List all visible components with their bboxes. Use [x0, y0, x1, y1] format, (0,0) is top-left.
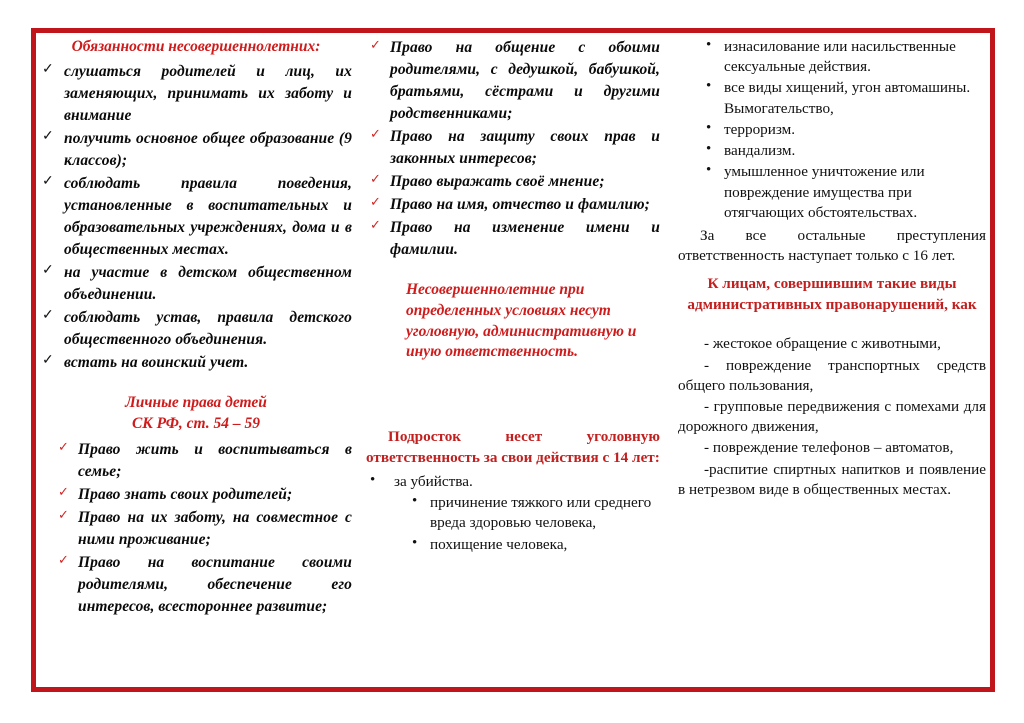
spacer [40, 375, 352, 393]
crime-text: терроризм. [724, 120, 796, 138]
column-middle [358, 33, 668, 687]
list-item [40, 352, 352, 374]
right-text: Право на изменение имени и фамилии. [390, 219, 660, 258]
crime-text: изнасилование или насильственные сексуальные действия. [724, 38, 956, 76]
list-item [366, 472, 660, 492]
list-item [40, 173, 352, 261]
rights-heading-line2: СК РФ, ст. 54 – 59 [131, 414, 261, 432]
three-column-layout [36, 33, 990, 687]
right-text: Право на воспитание своими родителями, обеспечение его интересов, всестороннее развитие; [78, 554, 352, 616]
rights-heading-line1: Личные права детей [125, 393, 267, 411]
spacer [366, 409, 660, 427]
duty-text: встать на воинский учет. [64, 353, 249, 371]
personal-rights-list [40, 439, 352, 618]
spacer [366, 262, 660, 280]
list-item [702, 37, 986, 77]
duty-text: слушаться родителей и лиц, их заменяющих, принимать их заботу и внимание [64, 62, 352, 124]
right-text: Право на общение с обоими родителями, с дедушкой, бабушкой, братьями, сёстрами и другими родственниками; [390, 39, 660, 122]
list-item [366, 37, 660, 125]
list-item [366, 217, 660, 261]
criminal-act-text: причинение тяжкого или среднего вреда здоровью человека, [430, 494, 652, 532]
criminal-subacts-list [408, 493, 660, 555]
list-item [366, 126, 660, 170]
crime-text: умышленное уничтожение или повреждение имущества при отягчающих обстоятельствах. [724, 163, 925, 221]
admin-offences-heading: К лицам, совершившим такие виды административных правонарушений, как [687, 275, 977, 314]
list-item [702, 120, 986, 140]
column-right [668, 33, 990, 687]
right-text: Право на их заботу, на совместное с ними проживание; [78, 509, 352, 549]
list-item [54, 552, 352, 618]
crimes-list [702, 37, 986, 223]
spacer [678, 316, 986, 334]
list-item [40, 61, 352, 127]
list-item [408, 535, 660, 555]
right-text: Право на имя, отчество и фамилию; [390, 196, 650, 213]
spacer [678, 266, 986, 274]
right-text: Право выражать своё мнение; [390, 173, 605, 190]
duty-text: соблюдать правила поведения, установленные в воспитательных и образовательных учреждениях, дома и в общественных местах. [64, 174, 352, 258]
list-item [40, 128, 352, 172]
list-item [40, 262, 352, 306]
admin-item: - повреждение транспортных средств общего пользования, [678, 356, 986, 394]
rights-continued-list [366, 37, 660, 261]
admin-item: - жестокое обращение с животными, [704, 335, 941, 353]
admin-item: - групповые передвижения с помехами для дорожного движения, [678, 398, 986, 436]
list-item [366, 194, 660, 216]
list-item [408, 493, 660, 533]
spacer [366, 363, 660, 409]
criminal-liability-heading: Подросток несет уголовную ответственность за свои действия с 14 лет: [366, 428, 660, 467]
duties-heading: Обязанности несовершеннолетних: [71, 38, 321, 55]
list-item [702, 141, 986, 161]
criminal-act-text: за убийства. [394, 473, 473, 490]
list-item [40, 307, 352, 351]
duty-text: соблюдать устав, правила детского общественного объединения. [64, 308, 352, 348]
duty-text: на участие в детском общественном объединении. [64, 263, 352, 303]
criminal-acts-list [366, 472, 660, 492]
list-item [702, 78, 986, 118]
age-note: За все остальные преступления ответственность наступает только с 16 лет. [678, 226, 986, 265]
duties-list [40, 61, 352, 374]
column-left [36, 33, 358, 687]
right-text: Право на защиту своих прав и законных интересов; [390, 128, 660, 167]
crime-text: вандализм. [724, 142, 796, 160]
right-text: Право жить и воспитываться в семье; [78, 441, 352, 481]
right-text: Право знать своих родителей; [78, 486, 293, 504]
list-item [54, 484, 352, 506]
crime-text: все виды хищений, угон автомашины. Вымогательство, [724, 79, 971, 117]
duty-text: получить основное общее образование (9 классов); [64, 129, 352, 169]
list-item [54, 507, 352, 551]
admin-item: -распитие спиртных напитков и появление в нетрезвом виде в общественных местах. [678, 460, 986, 498]
list-item [702, 162, 986, 223]
liability-heading: Несовершеннолетние при определенных условиях несут уголовную, административную и иную ответственность. [406, 281, 637, 361]
list-item [54, 439, 352, 483]
list-item [366, 171, 660, 193]
admin-item: - повреждение телефонов – автоматов, [704, 439, 954, 457]
criminal-act-text: похищение человека, [430, 535, 568, 553]
